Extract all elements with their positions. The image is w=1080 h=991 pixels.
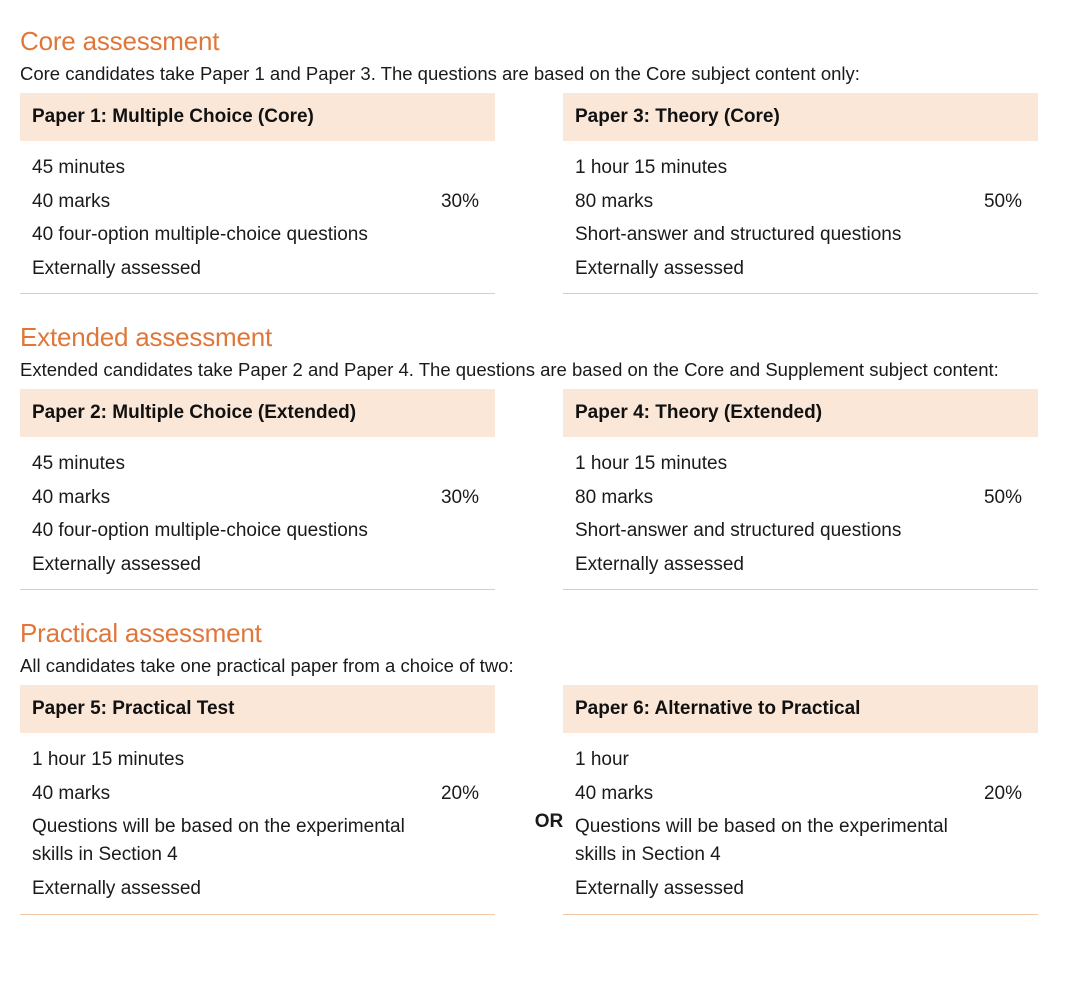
paper-weight: 20%: [440, 782, 479, 804]
marks-row: [32, 185, 481, 219]
description-line: Questions will be based on the experimental: [575, 816, 948, 837]
paper-details: [20, 733, 495, 914]
paper-duration: 45 minutes: [32, 157, 125, 178]
paper-heading: Paper 3: Theory (Core): [563, 93, 1038, 141]
paper-details: [20, 437, 495, 589]
paper-weight: 30%: [440, 190, 479, 212]
marks-row: [575, 185, 1024, 219]
description-line: skills in Section 4: [575, 844, 721, 865]
marks-row: [575, 777, 1024, 811]
paper-assessment: Externally assessed: [32, 553, 201, 575]
marks-row: [575, 481, 1024, 515]
paper-heading: Paper 2: Multiple Choice (Extended): [20, 389, 495, 437]
paper-description: [575, 810, 1024, 872]
paper-duration: 1 hour: [575, 749, 629, 770]
paper-assessment: Externally assessed: [575, 257, 744, 279]
assessment-page: [20, 24, 1040, 915]
paper-details: [20, 141, 495, 293]
paper-heading: Paper 4: Theory (Extended): [563, 389, 1038, 437]
practical-assessment-section: [20, 616, 1040, 915]
paper-description: 40 four-option multiple-choice questions: [32, 520, 368, 541]
paper-heading: Paper 5: Practical Test: [20, 685, 495, 733]
paper-description: 40 four-option multiple-choice questions: [32, 224, 368, 245]
paper-description: Short-answer and structured questions: [575, 224, 902, 245]
paper-description: Short-answer and structured questions: [575, 520, 902, 541]
description-line: Questions will be based on the experimental: [32, 816, 405, 837]
section-title: Core assessment: [20, 26, 220, 56]
paper-card: [20, 93, 495, 294]
paper-details: [563, 437, 1038, 589]
paper-assessment: Externally assessed: [32, 257, 201, 279]
paper-duration: 45 minutes: [32, 453, 125, 474]
paper-card: [563, 389, 1038, 590]
paper-duration: 1 hour 15 minutes: [575, 157, 728, 178]
paper-assessment: Externally assessed: [575, 878, 744, 899]
section-intro: Core candidates take Paper 1 and Paper 3. The questions are based on the Core subject content only:: [20, 63, 860, 84]
paper-weight: 20%: [983, 782, 1022, 804]
paper-description: [32, 810, 481, 872]
paper-card: [20, 685, 495, 915]
section-intro: All candidates take one practical paper from a choice of two:: [20, 655, 514, 676]
paper-duration: 1 hour 15 minutes: [575, 453, 728, 474]
paper-card: [20, 389, 495, 590]
paper-details: [563, 733, 1038, 914]
extended-assessment-section: [20, 320, 1040, 590]
core-assessment-section: [20, 24, 1040, 294]
section-title: Practical assessment: [20, 618, 262, 648]
section-title: Extended assessment: [20, 322, 273, 352]
paper-heading: Paper 1: Multiple Choice (Core): [20, 93, 495, 141]
paper-duration: 1 hour 15 minutes: [32, 749, 185, 770]
paper-assessment: Externally assessed: [575, 553, 744, 575]
paper-weight: 50%: [983, 190, 1022, 212]
paper-heading: Paper 6: Alternative to Practical: [563, 685, 1038, 733]
papers-row: [20, 685, 1040, 915]
paper-marks: 80 marks: [575, 486, 654, 508]
paper-weight: 30%: [440, 486, 479, 508]
paper-marks: 40 marks: [575, 782, 654, 804]
paper-marks: 40 marks: [32, 782, 111, 804]
paper-card: [563, 685, 1038, 915]
paper-marks: 80 marks: [575, 190, 654, 212]
section-intro: Extended candidates take Paper 2 and Paper 4. The questions are based on the Core and Supplement subject content:: [20, 359, 999, 380]
paper-card: [563, 93, 1038, 294]
marks-row: [32, 777, 481, 811]
or-label: OR: [534, 811, 564, 832]
paper-marks: 40 marks: [32, 190, 111, 212]
papers-row: [20, 389, 1040, 590]
paper-details: [563, 141, 1038, 293]
paper-assessment: Externally assessed: [32, 878, 201, 899]
paper-weight: 50%: [983, 486, 1022, 508]
papers-row: [20, 93, 1040, 294]
description-line: skills in Section 4: [32, 844, 178, 865]
marks-row: [32, 481, 481, 515]
paper-marks: 40 marks: [32, 486, 111, 508]
